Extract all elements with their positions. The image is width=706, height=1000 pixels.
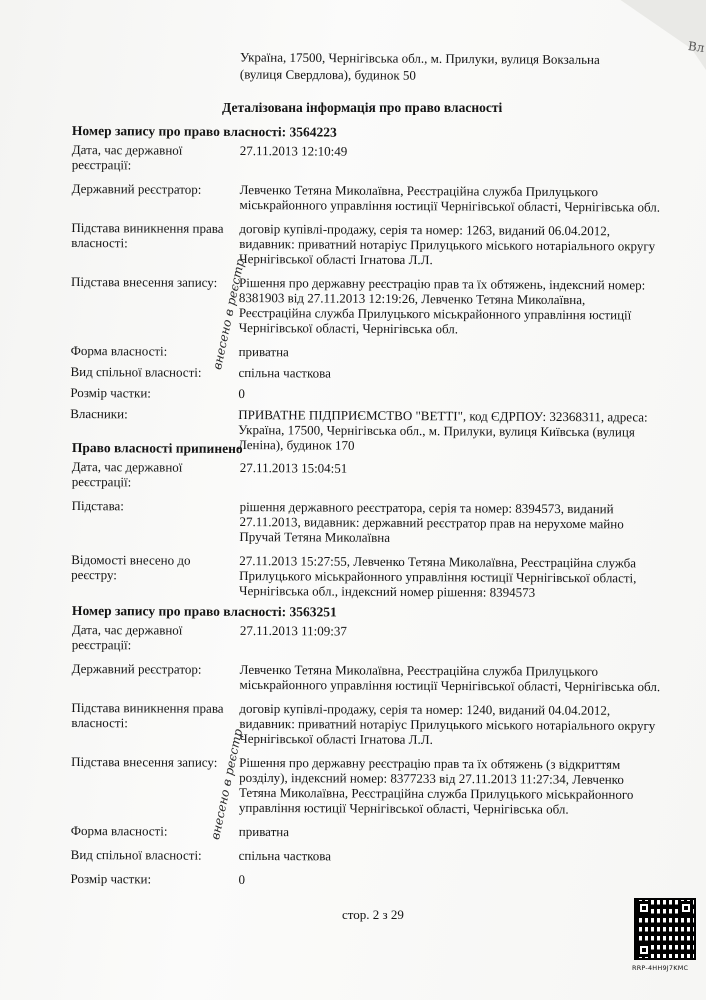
row-value: приватна xyxy=(238,823,290,840)
row-label: Підстава внесення запису: xyxy=(70,273,218,290)
record-2-row-registrar xyxy=(72,661,662,694)
row-value: 0 xyxy=(238,871,246,887)
row-value: ПРИВАТНЕ ПІДПРИЄМСТВО "ВЕТТІ", код ЄДРПОУ: 32368311, адреса: Україна, 17500, Чернігівська обл., м. Прилуки, вулиця Київська (вулиця Леніна), будинок 170 xyxy=(237,407,648,453)
record-2-row-share xyxy=(71,871,661,889)
row-label: Державний реєстратор: xyxy=(71,660,202,677)
ownership-terminated xyxy=(71,440,662,610)
row-value: 0 xyxy=(238,386,245,402)
row-value: рішення державного реєстратора, серія та номер: 8394573, виданий 27.11.2013, видавник: державний реєстратор прав на нерухоме майно Пручай Тетяна Миколаївна xyxy=(239,499,624,545)
row-value: договір купівлі-продажу, серія та номер: 1263, виданий 06.04.2012, видавник: приватний нотаріус Прилуцького міського нотаріального округу Чернігівської області Ігнатова Л.Л. xyxy=(239,221,656,268)
handwritten-note-2: внесено в реєстр xyxy=(208,727,246,841)
row-value: приватна xyxy=(238,344,289,360)
row-value: спільна часткова xyxy=(238,847,332,864)
row-label: Форма власності: xyxy=(70,822,168,839)
row-label: Дата, час державної реєстрації: xyxy=(71,621,183,653)
property-address xyxy=(240,48,670,85)
row-label: Форма власності: xyxy=(70,342,168,359)
row-value: Левченко Тетяна Миколаївна, Реєстраційна служба Прилуцького міськрайонного управління юстиції Чернігівської області, Чернігівська обл. xyxy=(239,661,661,695)
row-value: Рішення про державну реєстрацію прав та їх обтяжень, індексний номер: 8381903 від 27.11.2013 12:19:26, Левченко Тетяна Миколаївна, Реєстраційна служба Прилуцького міськрайонного управління юстиції Чернігівської області, Чернігівська обл. xyxy=(238,275,646,337)
record-2-row-form xyxy=(71,823,661,841)
row-label: Підстава внесення запису: xyxy=(71,753,218,770)
row-label: Вид спільної власності: xyxy=(70,363,202,380)
row-label: Державний реєстратор: xyxy=(71,180,202,197)
record-2-title: Номер запису про право власності: 3563251 xyxy=(71,603,337,620)
record-1-row-share xyxy=(70,385,660,404)
record-2-row-joint-type xyxy=(71,847,661,865)
row-label: Підстава виникнення права власності: xyxy=(71,219,224,251)
row-value: 27.11.2013 11:09:37 xyxy=(239,622,347,639)
record-1-row-basis-origin xyxy=(71,220,661,269)
address-line-1: Україна, 17500, Чернігівська обл., м. Прилуки, вулиця Вокзальна xyxy=(240,49,600,68)
record-2-row-basis-origin xyxy=(71,700,661,748)
record-1-row-basis-entry xyxy=(71,274,661,338)
row-label: Вид спільної власності: xyxy=(70,846,202,863)
qr-code-label: RRP-4HH9J7KMC xyxy=(632,964,689,972)
row-label: Розмір частки: xyxy=(70,384,151,401)
ownership-record-2 xyxy=(70,603,662,898)
row-value: 27.11.2013 12:10:49 xyxy=(239,143,348,159)
terminated-row-date xyxy=(72,459,662,493)
terminated-title: Право власності припинено xyxy=(71,440,243,457)
row-label: Підстава: xyxy=(71,497,124,514)
document-title: Деталізована інформація про право власності xyxy=(222,100,503,115)
row-label: Власники: xyxy=(70,405,128,422)
record-2-row-basis-entry xyxy=(71,754,661,817)
record-1-row-joint-type xyxy=(70,364,660,383)
qr-finder-icon xyxy=(679,901,693,915)
record-1-row-form xyxy=(71,343,661,362)
row-label: Дата, час державної реєстрації: xyxy=(71,458,183,490)
row-value: спільна часткова xyxy=(238,365,331,381)
qr-code-icon xyxy=(636,900,694,958)
row-value: Левченко Тетяна Миколаївна, Реєстраційна служба Прилуцького міськрайонного управління юстиції Чернігівської області, Чернігівська обл. xyxy=(239,182,661,215)
ownership-record-1 xyxy=(70,123,662,464)
row-value: договір купівлі-продажу, серія та номер: 1240, виданий 04.04.2012, видавник: приватний нотаріус Прилуцького міського нотаріального округу Чернігівської області Ігнатова Л.Л. xyxy=(239,700,656,747)
terminated-row-entered xyxy=(71,552,661,601)
record-1-row-registrar xyxy=(71,181,661,215)
row-label: Відомості внесено до реєстру: xyxy=(71,551,191,583)
qr-finder-icon xyxy=(637,901,651,915)
row-value: 27.11.2013 15:04:51 xyxy=(239,460,348,476)
terminated-row-basis xyxy=(71,498,661,547)
corner-text: Вл xyxy=(686,38,705,56)
row-value: 27.11.2013 15:27:55, Левченко Тетяна Миколаївна, Реєстраційна служба Прилуцького міськрайонного управління юстиції Чернігівської області, Чернігівська обл., індексний номер рішення: 8394573 xyxy=(239,553,637,600)
qr-finder-icon xyxy=(637,943,651,957)
record-2-row-date xyxy=(72,622,662,655)
row-label: Розмір частки: xyxy=(70,870,152,887)
row-label: Підстава виникнення права власності: xyxy=(71,699,224,731)
record-1-title: Номер запису про право власності: 3564223 xyxy=(71,123,337,140)
handwritten-note-1: внесено в реєстр xyxy=(210,257,248,371)
row-label: Дата, час державної реєстрації: xyxy=(71,141,183,173)
address-line-2: (вулиця Свердлова), будинок 50 xyxy=(239,66,416,83)
page-number: стор. 2 з 29 xyxy=(342,907,404,922)
record-1-row-date xyxy=(72,142,662,176)
row-value: Рішення про державну реєстрацію прав та їх обтяжень (з відкриттям розділу), індексний номер: 8377233 від 27.11.2013 11:27:34, Левченко Тетяна Миколаївна, Реєстраційна служба Прилуцького міськрайонного управління юстиції Чернігівської області, Чернігівська обл. xyxy=(238,754,634,817)
